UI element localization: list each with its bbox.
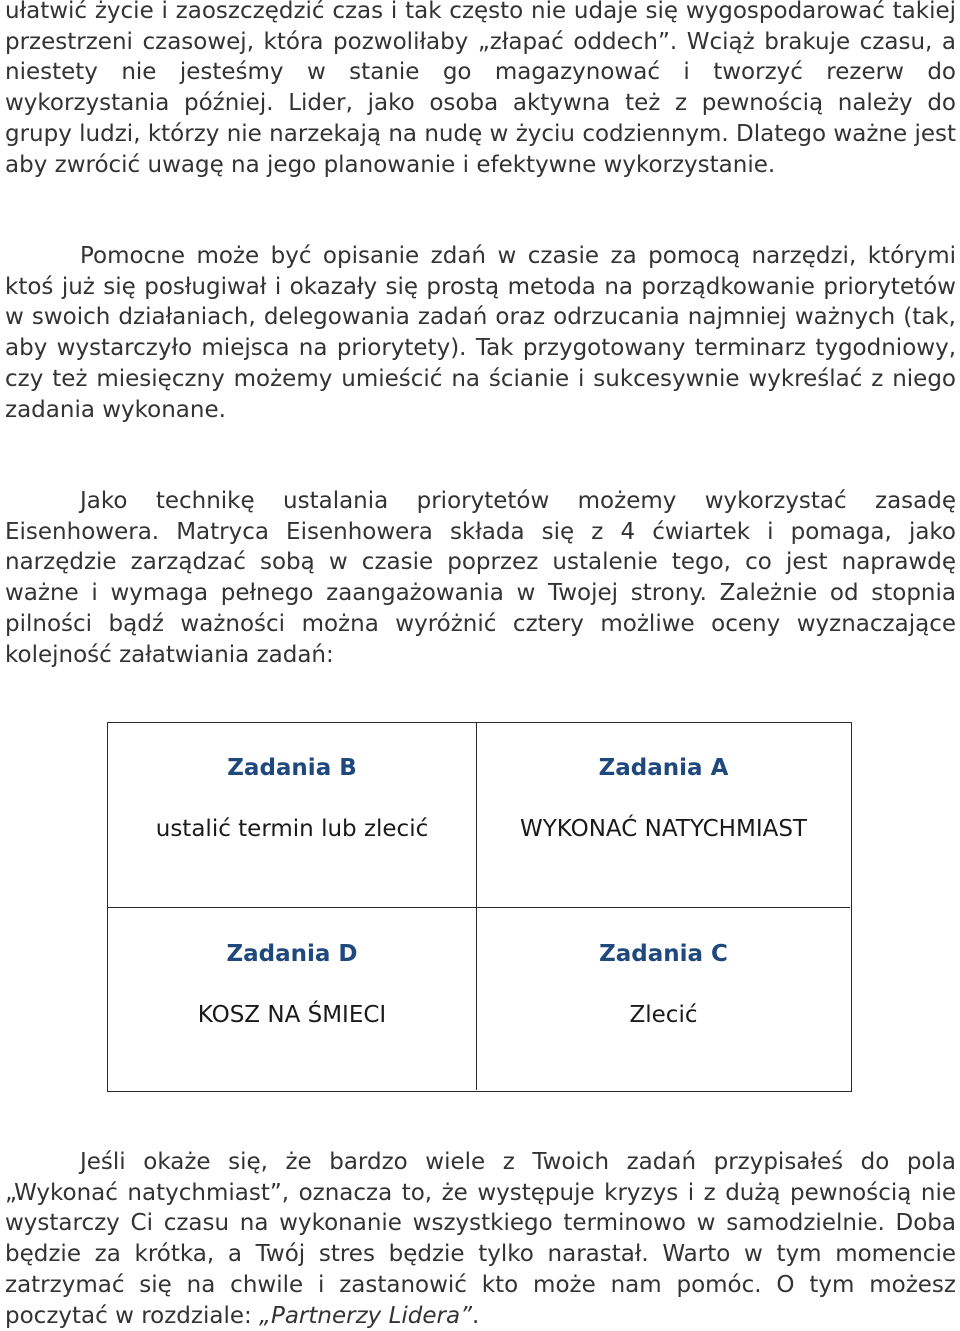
eisenhower-matrix [107,722,852,1092]
cell-d-title: Zadania D [226,941,358,967]
cell-c-title: Zadania C [599,941,728,967]
matrix-cell-b [108,723,477,908]
paragraph-crisis [5,1147,956,1331]
paragraph-crisis-end: . [472,1302,480,1329]
cell-a-text: WYKONAĆ NATYCHMIAST [520,816,807,842]
paragraph-crisis-text: Jeśli okaże się, że bardzo wiele z Twoich zadań przypisałeś do pola „Wykonać natychmiast”, oznacza to, że występuje kryzys i z dużą pewnością nie wystarczy Ci czasu na wykonanie wszystkiego terminowo w samodzielnie. Doba będzie za krótka, a Twój stres będzie tylko narastał. Warto w tym momencie zatrzymać się na chwile i zastanowić kto może nam pomóc. O tym możesz poczytać w rozdziale: [5,1149,956,1329]
chapter-reference: „Partnerzy Lidera” [259,1302,472,1329]
paragraph-intro: ułatwić życie i zaoszczędzić czas i tak często nie udaje się wygospodarować takiej przestrzeni czasowej, która pozwoliłaby „złapać oddech”. Wciąż brakuje czasu, a niestety nie jesteśmy w stanie go magazynować i tworzyć rezerw do wykorzystania później. Lider, jako osoba aktywna też z pewnością należy do grupy ludzi, którzy nie narzekają na nudę w życiu codziennym. Dlatego ważne jest aby zwrócić uwagę na jego planowanie i efektywne wykorzystanie. [5,0,956,178]
matrix-cell-d [108,908,477,1090]
cell-b-text: ustalić termin lub zlecić [155,816,429,842]
cell-c-text: Zlecić [629,1002,698,1028]
cell-d-text: KOSZ NA ŚMIECI [197,1002,387,1028]
cell-b-title: Zadania B [227,755,357,781]
matrix-cell-a [477,723,850,908]
cell-a-title: Zadania A [598,755,729,781]
paragraph-tools: Pomocne może być opisanie zdań w czasie za pomocą narzędzi, którymi ktoś już się posługiwał i okazały się prostą metoda na porządkowanie priorytetów w swoich działaniach, delegowania zadań oraz odrzucania najmniej ważnych (tak, aby wystarczyło miejsca na priorytety). Tak przygotowany terminarz tygodniowy, czy też miesięczny możemy umieścić na ścianie i sukcesywnie wykreślać z niego zadania wykonane. [5,243,956,423]
paragraph-eisenhower: Jako technikę ustalania priorytetów możemy wykorzystać zasadę Eisenhowera. Matryca Eisenhowera składa się z 4 ćwiartek i pomaga, jako narzędzie zarządzać sobą w czasie poprzez ustalenie tego, co jest naprawdę ważne i wymaga pełnego zaangażowania w Twojej strony. Zależnie od stopnia pilności bądź ważności można wyróżnić cztery możliwe oceny wyznaczające kolejność załatwiania zadań: [5,488,956,668]
matrix-cell-c [477,908,850,1090]
